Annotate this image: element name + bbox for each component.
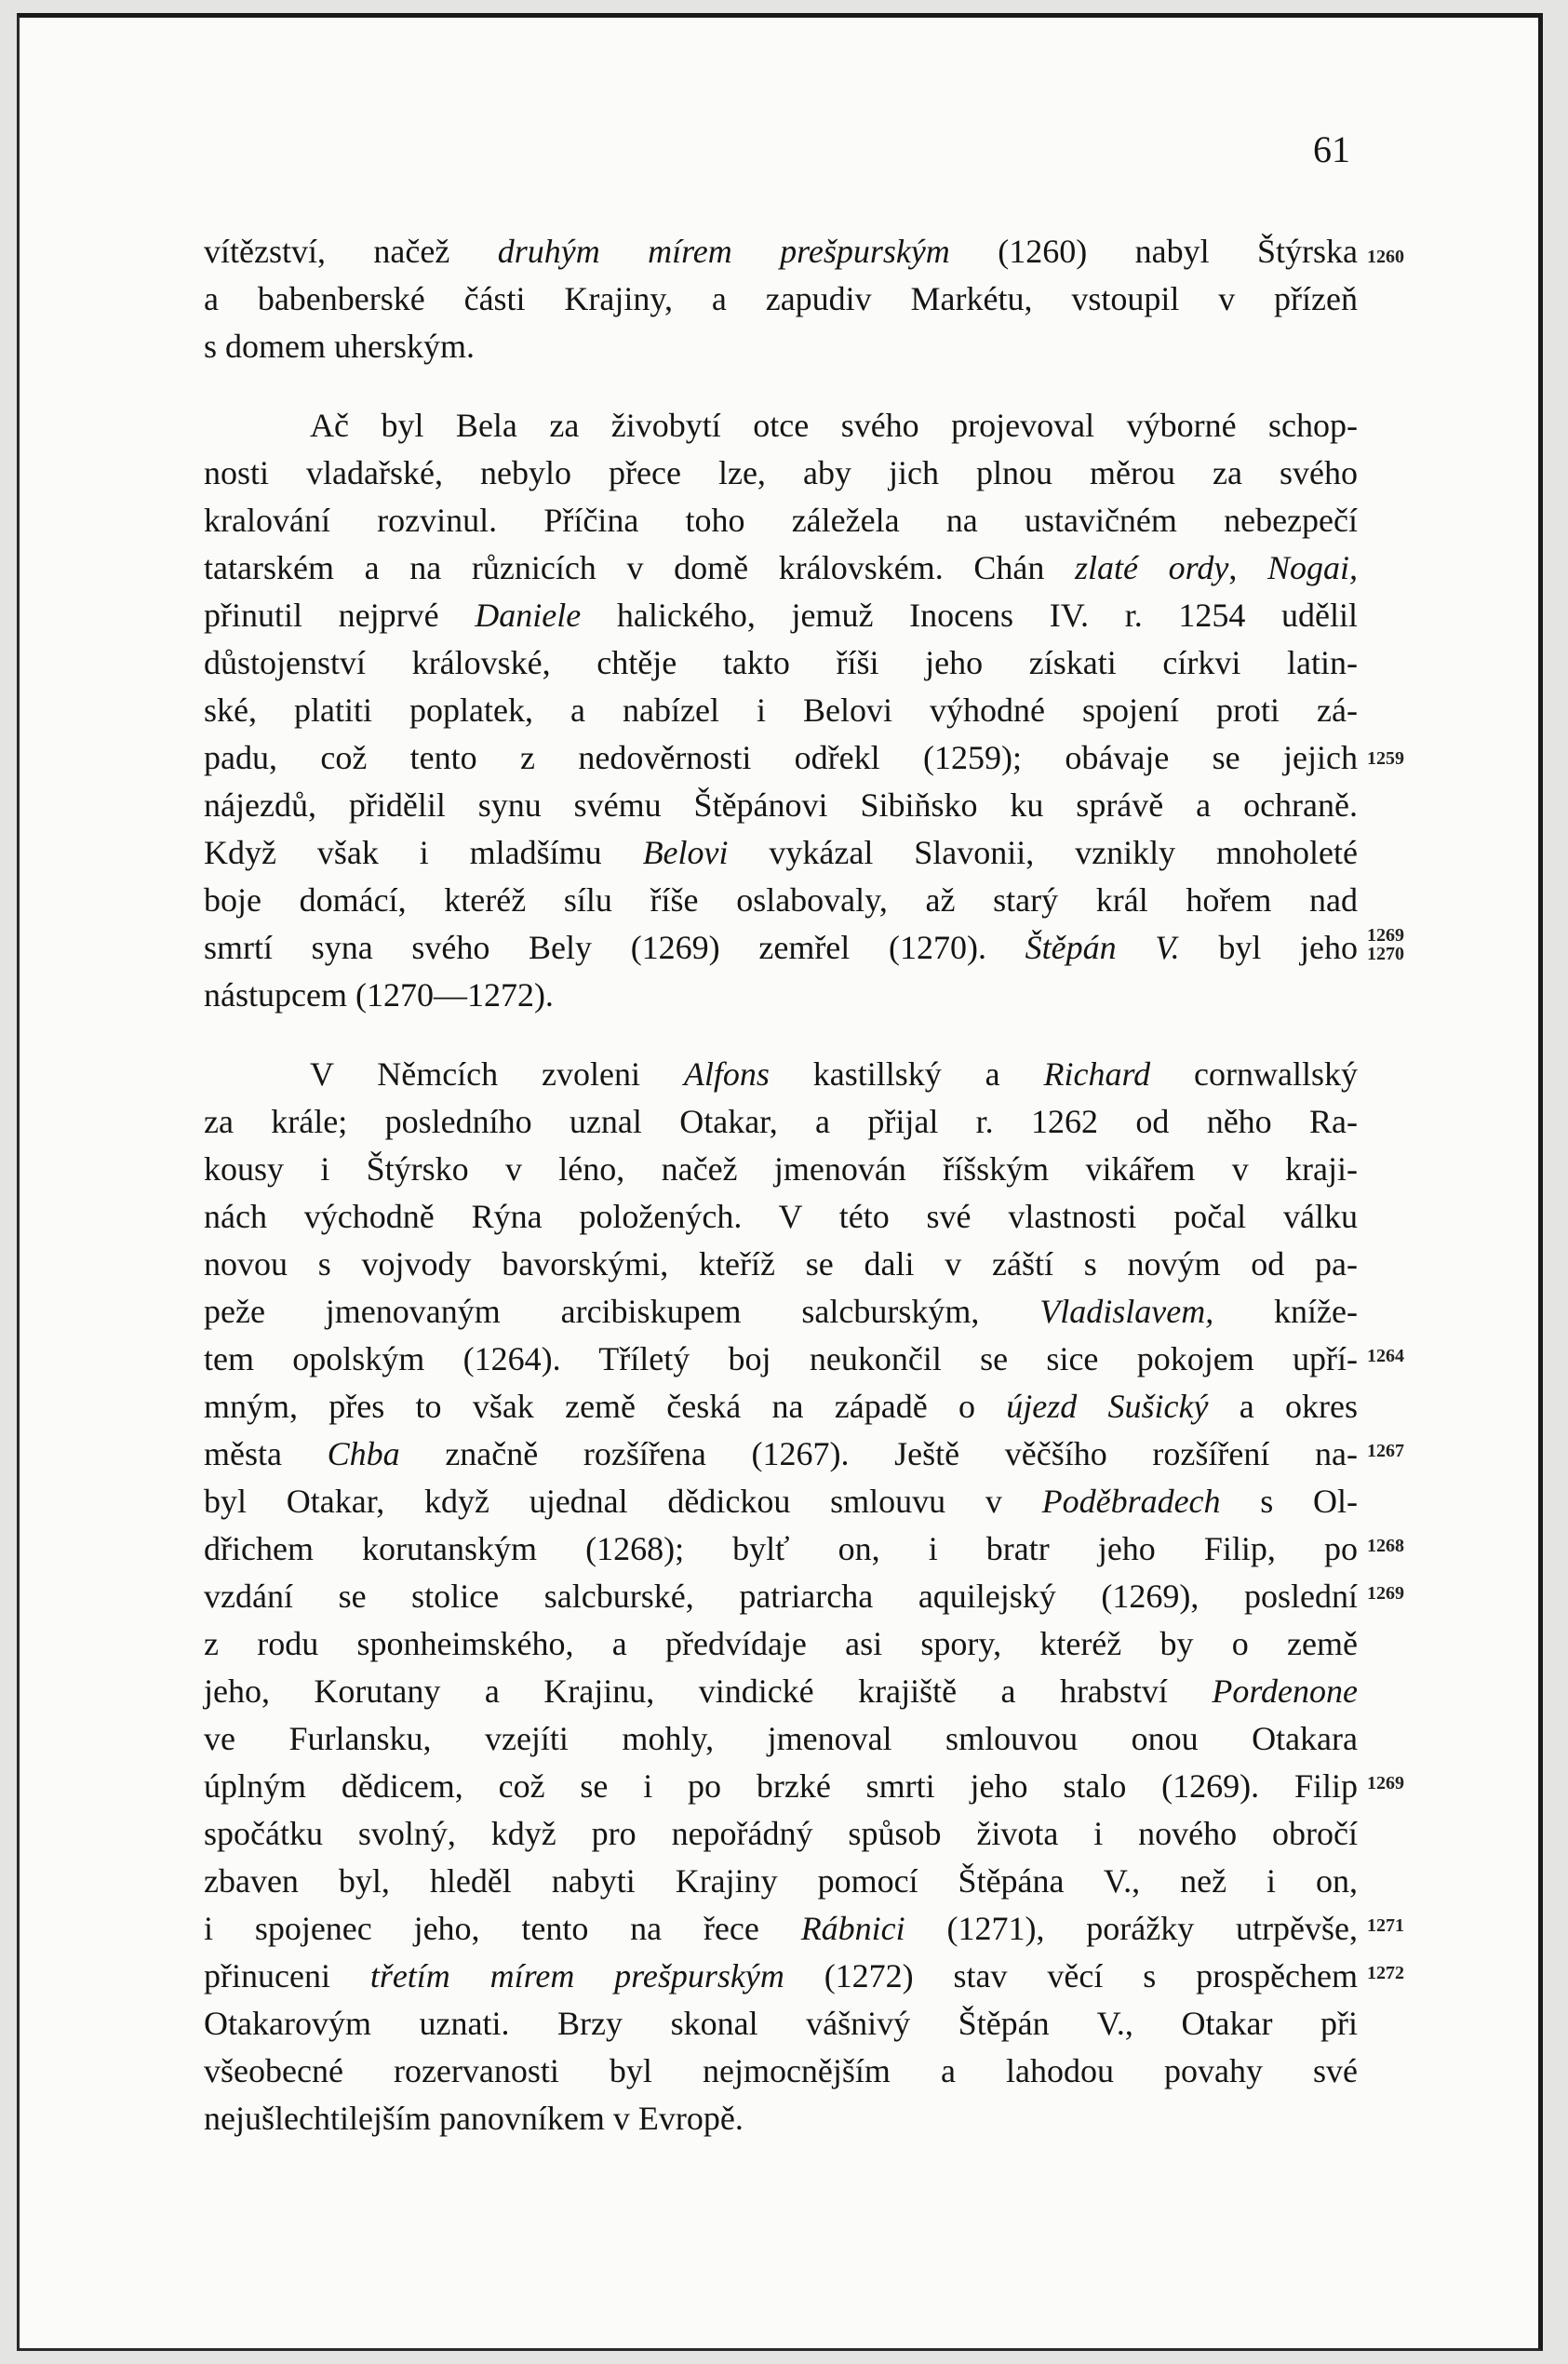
margin-year: 1272: [1367, 1963, 1404, 1983]
text-line: s domem uherským.: [204, 328, 475, 365]
text-line: Když však i mladšímu Belovi vykázal Slavonii, vznikly mnoholeté: [204, 834, 1358, 871]
text-line: jeho, Korutany a Krajinu, vindické krajiště a hrabství Pordenone: [204, 1672, 1358, 1710]
text-line: ve Furlansku, vzejíti mohly, jmenoval smlouvou onou Otakara: [204, 1720, 1358, 1757]
margin-year: 1270: [1367, 944, 1404, 964]
text-line: tem opolským (1264). Tříletý boj neukončil se sice pokojem upří-: [204, 1340, 1358, 1377]
text-line: peže jmenovaným arcibiskupem salcburským, Vladislavem, kníže-: [204, 1293, 1359, 1330]
margin-year: 1269: [1367, 1773, 1404, 1793]
text-line: nách východně Rýna položených. V této své vlastnosti počal válku: [204, 1198, 1358, 1235]
text-line: úplným dědicem, což se i po brzké smrti jeho stalo (1269). Filip: [204, 1767, 1358, 1805]
margin-year: 1269: [1367, 1583, 1404, 1604]
text-line: nejušlechtilejším panovníkem v Evropě.: [204, 2100, 744, 2137]
margin-year: 1269: [1367, 925, 1404, 946]
text-line: a babenberské části Krajiny, a zapudiv Markétu, vstoupil v přízeň: [204, 280, 1358, 317]
margin-year: 1271: [1367, 1915, 1404, 1936]
text-line: kralování rozvinul. Příčina toho záležela na ustavičném nebezpečí: [204, 502, 1358, 539]
text-line: V Němcích zvoleni Alfons kastillský a Richard cornwallský: [310, 1055, 1358, 1093]
text-line: nosti vladařské, nebylo přece lze, aby jich plnou měrou za svého: [204, 454, 1358, 491]
text-line: důstojenství královské, chtěje takto říši jeho získati církvi latin-: [204, 644, 1358, 681]
book-page: [17, 13, 1543, 2351]
text-line: zbaven byl, hleděl nabyti Krajiny pomocí Štěpána V., než i on,: [204, 1862, 1358, 1900]
margin-year: 1264: [1367, 1346, 1404, 1366]
text-line: za krále; posledního uznal Otakar, a přijal r. 1262 od něho Ra-: [204, 1103, 1358, 1140]
body-text: [204, 228, 1358, 2142]
text-line: města Chba značně rozšířena (1267). Ještě věčšího rozšíření na-: [204, 1435, 1358, 1472]
text-line: smrtí syna svého Bely (1269) zemřel (1270). Štěpán V. byl jeho: [204, 929, 1358, 966]
text-line: kousy i Štýrsko v léno, načež jmenován říšským vikářem v kraji-: [204, 1150, 1358, 1188]
text-line: přinuceni třetím mírem prešpurským (1272) stav věcí s prospěchem: [204, 1957, 1359, 1995]
text-line: vítězství, načež druhým mírem prešpurským (1260) nabyl Štýrska: [204, 233, 1358, 270]
text-line: nástupcem (1270—1272).: [204, 976, 554, 1014]
text-line: z rodu sponheimského, a předvídaje asi spory, kteréž by o země: [204, 1625, 1358, 1662]
text-line: Otakarovým uznati. Brzy skonal vášnivý Štěpán V., Otakar při: [204, 2005, 1358, 2042]
margin-year: 1260: [1367, 247, 1404, 267]
text-line: ské, platiti poplatek, a nabízel i Belovi výhodné spojení proti zá-: [204, 692, 1358, 729]
page-number: 61: [1313, 128, 1350, 170]
text-line: přinutil nejprvé Daniele halického, jemuž Inocens IV. r. 1254 udělil: [204, 597, 1359, 634]
text-line: dřichem korutanským (1268); bylť on, i bratr jeho Filip, po: [204, 1530, 1358, 1567]
text-line: tatarském a na různicích v domě královském. Chán zlaté ordy, Nogai,: [204, 549, 1358, 586]
text-line: spočátku svolný, když pro nepořádný spůsob života i nového obročí: [204, 1815, 1358, 1852]
text-line: novou s vojvody bavorskými, kteříž se dali v záští s novým od pa-: [204, 1245, 1358, 1283]
margin-year: 1268: [1367, 1536, 1404, 1556]
margin-year: 1267: [1367, 1441, 1404, 1461]
text-line: nájezdů, přidělil synu svému Štěpánovi Sibiňsko ku správě a ochraně.: [204, 786, 1358, 824]
text-line: padu, což tento z nedověrnosti odřekl (1259); obávaje se jejich: [204, 739, 1358, 776]
text-line: vzdání se stolice salcburské, patriarcha aquilejský (1269), poslední: [204, 1578, 1358, 1615]
text-line: Ač byl Bela za živobytí otce svého projevoval výborné schop-: [310, 407, 1358, 444]
margin-year: 1259: [1367, 748, 1404, 769]
text-line: mným, přes to však země česká na západě o újezd Sušický a okres: [204, 1388, 1358, 1425]
text-line: byl Otakar, když ujednal dědickou smlouvu v Poděbradech s Ol-: [204, 1483, 1359, 1520]
text-line: i spojenec jeho, tento na řece Rábnici (1271), porážky utrpěvše,: [204, 1910, 1358, 1947]
text-line: boje domácí, kteréž sílu říše oslabovaly, až starý král hořem nad: [204, 881, 1358, 919]
text-line: všeobecné rozervanosti byl nejmocnějším a lahodou povahy své: [204, 2052, 1358, 2089]
